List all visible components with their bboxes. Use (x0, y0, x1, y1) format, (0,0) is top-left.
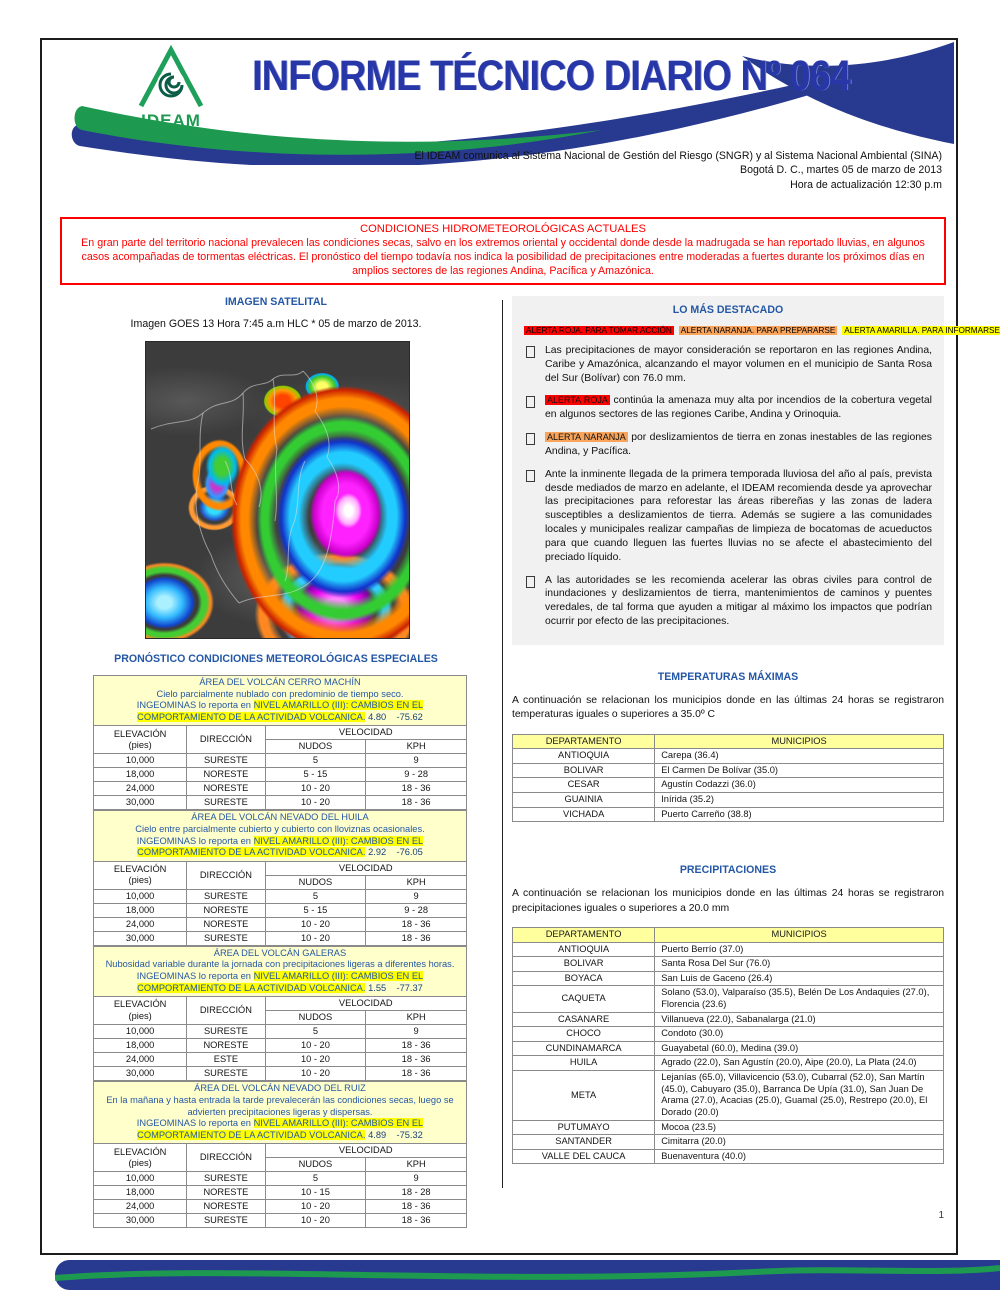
col-knots: NUDOS (265, 740, 366, 754)
wind-cell: 5 (265, 754, 366, 768)
municipios-cell: Guayabetal (60.0), Medina (39.0) (655, 1041, 944, 1056)
volcano-name: ÁREA DEL VOLCÁN GALERAS (213, 947, 347, 958)
departamento-cell: META (513, 1071, 655, 1120)
wind-cell: SURESTE (187, 1172, 265, 1186)
square-bullet-icon (526, 433, 535, 445)
wind-cell: 5 (265, 1172, 366, 1186)
alert-prefix: ALERTA NARANJA (547, 432, 626, 443)
conditions-title: CONDICIONES HIDROMETEOROLÓGICAS ACTUALES (360, 223, 646, 235)
wind-cell: 10 - 20 (265, 1214, 366, 1228)
wind-cell: 5 (265, 889, 366, 903)
wind-cell: 10 - 20 (265, 1053, 366, 1067)
volcano-tables (60, 675, 492, 1228)
right-column (512, 296, 1000, 1164)
precipitation-intro: A continuación se relacionan los municipios donde en las últimas 24 horas se registraron precipitaciones iguales o superiores a 20.0 mm (512, 888, 944, 914)
volcano-condition: Cielo entre parcialmente cubierto y cubierto con lloviznas ocasionales. (135, 824, 425, 835)
municipios-cell: Carepa (36.4) (655, 749, 944, 764)
volcano-name: ÁREA DEL VOLCÁN NEVADO DEL RUIZ (194, 1083, 366, 1094)
wind-cell: NORESTE (187, 917, 265, 931)
wind-cell: 30,000 (94, 931, 187, 945)
table-row (513, 1012, 944, 1027)
forecast-section-title: PRONÓSTICO CONDICIONES METEOROLÓGICAS ESPECIALES (114, 653, 438, 665)
volcano-table (93, 675, 467, 810)
municipios-cell: Santa Rosa Del Sur (76.0) (655, 957, 944, 972)
volcano-condition: Nubosidad variable durante la jornada con precipitaciones ligeras a diferentes horas. (105, 959, 455, 970)
conditions-body: En gran parte del territorio nacional prevalecen las condiciones secas, salvo en los extremos oriental y occidental donde desde la madrugada se han reportado lluvias, en algunos casos acompañadas de tormentas eléctricas. El pronóstico del tiempo todavía nos indica la posibilidad de precipitaciones entre moderadas a fuertes durante los próximos días en amplios sectores de las regiones Andina, Pacífica y Amazónica. (81, 237, 925, 278)
municipios-cell: Condoto (30.0) (655, 1027, 944, 1042)
departamento-cell: PUTUMAYO (513, 1120, 655, 1135)
table-row (513, 942, 944, 957)
wind-cell: 9 - 28 (366, 768, 467, 782)
wind-row (94, 917, 467, 931)
wind-row (94, 1172, 467, 1186)
volcano-alert-line: INGEOMINAS lo reporta en NIVEL AMARILLO (III): CAMBIOS EN EL COMPORTAMIENTO DE LA ACTIVIDAD VOLCANICA. 4.80 -75.62 (136, 700, 424, 722)
subheader-line2: Bogotá D. C., martes 05 de marzo de 2013 (740, 164, 942, 177)
wind-cell: 10,000 (94, 754, 187, 768)
volcano-coordinates: 2.92 -76.05 (368, 847, 423, 858)
highlight-item (524, 394, 932, 422)
volcano-alert-line: INGEOMINAS lo reporta en NIVEL AMARILLO (III): CAMBIOS EN EL COMPORTAMIENTO DE LA ACTIVIDAD VOLCANICA. 2.92 -76.05 (136, 835, 424, 858)
highlight-text: A las autoridades se les recomienda acelerar las obras civiles para control de inundaciones y deslizamientos de tierra, mantenimientos de caminos y puentes veredales, de tal forma que ayuden a mitigar al máximo los impactos que podrían ocurrir por efecto de las precipitaciones. (545, 574, 932, 628)
table-row (513, 1056, 944, 1071)
wind-cell: NORESTE (187, 1200, 265, 1214)
wind-cell: 18 - 36 (366, 1053, 467, 1067)
square-bullet-icon (526, 470, 535, 482)
wind-row (94, 782, 467, 796)
departamento-cell: BOYACA (513, 971, 655, 986)
highlights-box (512, 296, 1000, 645)
highlight-text: Las precipitaciones de mayor consideración se reportaron en las regiones Andina, Caribe y Amazónica, alcanzando el mayor volumen en el municipio de Santa Rosa del Sur (Bolívar) con 76.0 mm. (545, 345, 932, 384)
wind-cell: 9 (366, 1172, 467, 1186)
alert-level-highlight: NIVEL AMARILLO (III): CAMBIOS EN EL COMPORTAMIENTO DE LA ACTIVIDAD VOLCANICA. (137, 971, 424, 993)
col-elevation: ELEVACIÓN (pies) (94, 726, 187, 754)
volcano-coordinates: 4.80 -75.62 (368, 711, 423, 722)
col-elevation: ELEVACIÓN (pies) (94, 997, 187, 1025)
volcano-alert-line: INGEOMINAS lo reporta en NIVEL AMARILLO (III): CAMBIOS EN EL COMPORTAMIENTO DE LA ACTIVIDAD VOLCANICA. 1.55 -77.37 (136, 971, 424, 993)
square-bullet-icon (526, 396, 535, 408)
table-row (513, 1120, 944, 1135)
highlight-text: Ante la inminente llegada de la primera temporada lluviosa del año al país, prevista desde mediados de marzo en adelante, el IDEAM recomienda desde ya aprovechar las precipitaciones para reforestar las áreas ribereñas y las zonas de ladera susceptibles a deslizamientos de tierra. Además se sugiere a las comunidades locales y municipales realizar campañas de limpieza de bocatomas de acueductos para que cuando lleguen las fuertes lluvias no se afecte el abastecimiento del preciado líquido. (545, 468, 932, 563)
wind-row (94, 1025, 467, 1039)
wind-cell: SURESTE (187, 796, 265, 810)
municipios-cell: Lejanías (65.0), Villavicencio (53.0), Cubarral (52.0), San Martín (45.0), Cabuyaro (35.0), Barranca De Upía (31.0), San Juan De Arama (27.0), Acacias (25.0), Guamal (25.0), Restrepo (20.0), El Dorado (20.0) (655, 1071, 944, 1120)
col-departamento: DEPARTAMENTO (513, 734, 655, 749)
col-elevation: ELEVACIÓN (pies) (94, 861, 187, 889)
alert-legend-chip: ALERTA AMARILLA. PARA INFORMARSE (844, 326, 1000, 335)
volcano-coordinates: 4.89 -75.32 (368, 1129, 423, 1140)
wind-cell: 10 - 20 (265, 917, 366, 931)
municipios-cell: Inírida (35.2) (655, 793, 944, 808)
departamento-cell: CASANARE (513, 1012, 655, 1027)
wind-row (94, 1039, 467, 1053)
volcano-header (94, 1082, 467, 1144)
departamento-cell: VALLE DEL CAUCA (513, 1149, 655, 1164)
temperatures-title: TEMPERATURAS MÁXIMAS (657, 670, 799, 683)
wind-cell: 24,000 (94, 782, 187, 796)
wind-cell: 10 - 20 (265, 1067, 366, 1081)
volcano-table (93, 810, 467, 945)
precipitation-table (512, 927, 944, 1164)
municipios-cell: Solano (53.0), Valparaíso (35.5), Belén De Los Andaquies (27.0), Florencia (23.6) (655, 986, 944, 1012)
wind-cell: 10 - 15 (265, 1186, 366, 1200)
wind-cell: NORESTE (187, 1186, 265, 1200)
departamento-cell: BOLIVAR (513, 763, 655, 778)
table-row (513, 763, 944, 778)
col-speed: VELOCIDAD (265, 861, 466, 875)
wind-cell: 18,000 (94, 768, 187, 782)
departamento-cell: ANTIOQUIA (513, 749, 655, 764)
col-knots: NUDOS (265, 1011, 366, 1025)
alert-level-highlight: NIVEL AMARILLO (III): CAMBIOS EN EL COMPORTAMIENTO DE LA ACTIVIDAD VOLCANICA. (137, 700, 424, 722)
current-conditions-box (60, 217, 946, 285)
wind-cell: 10 - 20 (265, 1039, 366, 1053)
square-bullet-icon (526, 576, 535, 588)
departamento-cell: BOLIVAR (513, 957, 655, 972)
col-departamento: DEPARTAMENTO (513, 928, 655, 943)
table-row (513, 986, 944, 1012)
left-column (60, 296, 492, 1228)
alert-legend-row (524, 326, 1000, 335)
municipios-cell: Agrado (22.0), San Agustín (20.0), Aipe (20.0), La Plata (24.0) (655, 1056, 944, 1071)
temperatures-table (512, 734, 944, 823)
wind-cell: 24,000 (94, 1053, 187, 1067)
wind-cell: 18 - 36 (366, 1067, 467, 1081)
wind-row (94, 1053, 467, 1067)
municipios-cell: Puerto Berrío (37.0) (655, 942, 944, 957)
wind-cell: 24,000 (94, 1200, 187, 1214)
wind-cell: 9 - 28 (366, 903, 467, 917)
wind-cell: 18,000 (94, 1186, 187, 1200)
wind-cell: 10 - 20 (265, 1200, 366, 1214)
wind-cell: 10,000 (94, 1172, 187, 1186)
wind-cell: 10 - 20 (265, 931, 366, 945)
wind-row (94, 1067, 467, 1081)
municipios-cell: San Luis de Gaceno (26.4) (655, 971, 944, 986)
departamento-cell: GUAINIA (513, 793, 655, 808)
wind-cell: NORESTE (187, 782, 265, 796)
volcano-header (94, 676, 467, 726)
volcano-condition: En la mañana y hasta entrada la tarde prevalecerán las condiciones secas, luego se advierten precipitaciones ligeras y dispersas. (106, 1094, 454, 1117)
satellite-section-title: IMAGEN SATELITAL (224, 296, 327, 308)
volcano-table (93, 946, 467, 1081)
col-knots: NUDOS (265, 1158, 366, 1172)
volcano-name: ÁREA DEL VOLCÁN CERRO MACHÍN (199, 677, 361, 687)
col-speed: VELOCIDAD (265, 997, 466, 1011)
table-row (513, 1135, 944, 1150)
country-borders-overlay (145, 341, 408, 637)
wind-cell: 18 - 36 (366, 782, 467, 796)
alert-level-highlight: NIVEL AMARILLO (III): CAMBIOS EN EL COMPORTAMIENTO DE LA ACTIVIDAD VOLCANICA. (137, 1118, 424, 1140)
col-speed: VELOCIDAD (265, 726, 466, 740)
wind-row (94, 1214, 467, 1228)
col-municipios: MUNICIPIOS (655, 734, 944, 749)
goes-satellite-image (145, 341, 410, 639)
table-row (513, 778, 944, 793)
table-row (513, 957, 944, 972)
highlight-item (524, 344, 932, 385)
footer-wave-graphic (55, 1260, 1000, 1290)
wind-cell: 10,000 (94, 889, 187, 903)
wind-cell: 9 (366, 1025, 467, 1039)
highlight-item (524, 574, 932, 629)
table-row (513, 971, 944, 986)
wind-cell: 18 - 36 (366, 1039, 467, 1053)
page-number: 1 (938, 1210, 944, 1221)
wind-cell: 30,000 (94, 1214, 187, 1228)
volcano-header (94, 811, 467, 861)
square-bullet-icon (526, 346, 535, 358)
temperatures-intro: A continuación se relacionan los municipios donde en las últimas 24 horas se registraron temperaturas iguales o superiores a 35.0º C (512, 694, 944, 721)
wind-cell: SURESTE (187, 889, 265, 903)
wind-cell: SURESTE (187, 931, 265, 945)
volcano-table (93, 1081, 467, 1228)
volcano-alert-line: INGEOMINAS lo reporta en NIVEL AMARILLO (III): CAMBIOS EN EL COMPORTAMIENTO DE LA ACTIVIDAD VOLCANICA. 4.89 -75.32 (136, 1118, 424, 1140)
ideam-logo-text: IDEAM (141, 111, 201, 130)
ideam-logo-mark (125, 44, 217, 110)
subheader-line1: El IDEAM comunica al Sistema Nacional de Gestión del Riesgo (SNGR) y al Sistema Nacional Ambiental (SINA) (414, 150, 942, 162)
col-elevation: ELEVACIÓN (pies) (94, 1144, 187, 1172)
alert-level-highlight: NIVEL AMARILLO (III): CAMBIOS EN EL COMPORTAMIENTO DE LA ACTIVIDAD VOLCANICA. (137, 835, 424, 858)
alert-legend-chip: ALERTA ROJA. PARA TOMAR ACCIÓN (526, 326, 672, 335)
col-knots: NUDOS (265, 875, 366, 889)
wind-cell: 18 - 36 (366, 796, 467, 810)
wind-cell: SURESTE (187, 1025, 265, 1039)
wind-row (94, 796, 467, 810)
report-subheader (400, 149, 942, 192)
wind-cell: 18 - 36 (366, 931, 467, 945)
highlight-item (524, 431, 932, 459)
alert-prefix: ALERTA ROJA (547, 395, 608, 406)
col-speed: VELOCIDAD (265, 1144, 466, 1158)
departamento-cell: CAQUETA (513, 986, 655, 1012)
wind-cell: 5 - 15 (265, 768, 366, 782)
wind-cell: 18,000 (94, 1039, 187, 1053)
departamento-cell: SANTANDER (513, 1135, 655, 1150)
satellite-caption: Imagen GOES 13 Hora 7:45 a.m HLC * 05 de marzo de 2013. (130, 318, 422, 330)
col-kph: KPH (366, 1158, 467, 1172)
wind-cell: SURESTE (187, 1067, 265, 1081)
subheader-line3: Hora de actualización 12:30 p.m (790, 178, 942, 191)
report-title: INFORME TÉCNICO DIARIO Nº 064 (252, 52, 851, 100)
wind-cell: 18 - 36 (366, 1214, 467, 1228)
departamento-cell: CESAR (513, 778, 655, 793)
col-municipios: MUNICIPIOS (655, 928, 944, 943)
volcano-header (94, 946, 467, 996)
table-row (513, 1041, 944, 1056)
precipitation-title: PRECIPITACIONES (679, 864, 777, 877)
table-row (513, 1149, 944, 1164)
departamento-cell: VICHADA (513, 807, 655, 822)
wind-row (94, 1186, 467, 1200)
table-row (513, 1027, 944, 1042)
alert-legend-chip: ALERTA NARANJA. PARA PREPARARSE (680, 326, 836, 335)
col-direction: DIRECCIÓN (187, 1144, 265, 1172)
wind-cell: NORESTE (187, 1039, 265, 1053)
municipios-cell: Mocoa (23.5) (655, 1120, 944, 1135)
wind-cell: 30,000 (94, 1067, 187, 1081)
column-divider (502, 300, 503, 1188)
highlights-title: LO MÁS DESTACADO (672, 304, 784, 316)
ideam-logo (106, 44, 236, 131)
col-kph: KPH (366, 875, 467, 889)
wind-row (94, 889, 467, 903)
wind-cell: 18 - 36 (366, 1200, 467, 1214)
wind-cell: NORESTE (187, 903, 265, 917)
wind-cell: 9 (366, 754, 467, 768)
wind-cell: 10 - 20 (265, 796, 366, 810)
volcano-condition: Cielo parcialmente nublado con predominio de tiempo seco. (156, 688, 404, 699)
volcano-name: ÁREA DEL VOLCÁN NEVADO DEL HUILA (191, 812, 369, 823)
col-kph: KPH (366, 740, 467, 754)
highlight-text: ALERTA NARANJA por deslizamientos de tierra en zonas inestables de las regiones Andina, y Pacífica. (545, 432, 932, 457)
highlight-text: ALERTA ROJA continúa la amenaza muy alta por incendios de la cobertura vegetal en algunos sectores de las regiones Caribe, Andina y Orinoquia. (545, 395, 932, 421)
wind-row (94, 754, 467, 768)
wind-row (94, 768, 467, 782)
wind-cell: 10 - 20 (265, 782, 366, 796)
wind-cell: NORESTE (187, 768, 265, 782)
municipios-cell: Villanueva (22.0), Sabanalarga (21.0) (655, 1012, 944, 1027)
wind-row (94, 931, 467, 945)
highlight-item (524, 468, 932, 565)
municipios-cell: El Carmen De Bolívar (35.0) (655, 763, 944, 778)
municipios-cell: Cimitarra (20.0) (655, 1135, 944, 1150)
wind-row (94, 1200, 467, 1214)
wind-cell: 5 (265, 1025, 366, 1039)
municipios-cell: Agustín Codazzi (36.0) (655, 778, 944, 793)
col-direction: DIRECCIÓN (187, 997, 265, 1025)
wind-cell: 18,000 (94, 903, 187, 917)
departamento-cell: CHOCO (513, 1027, 655, 1042)
departamento-cell: ANTIOQUIA (513, 942, 655, 957)
table-row (513, 807, 944, 822)
wind-cell: 5 - 15 (265, 903, 366, 917)
table-row (513, 1071, 944, 1120)
col-kph: KPH (366, 1011, 467, 1025)
departamento-cell: CUNDINAMARCA (513, 1041, 655, 1056)
departamento-cell: HUILA (513, 1056, 655, 1071)
wind-row (94, 903, 467, 917)
wind-cell: 10,000 (94, 1025, 187, 1039)
col-direction: DIRECCIÓN (187, 861, 265, 889)
volcano-coordinates: 1.55 -77.37 (368, 982, 423, 993)
wind-cell: 18 - 36 (366, 917, 467, 931)
wind-cell: 30,000 (94, 796, 187, 810)
wind-cell: ESTE (187, 1053, 265, 1067)
wind-cell: 9 (366, 889, 467, 903)
table-row (513, 793, 944, 808)
wind-cell: SURESTE (187, 754, 265, 768)
wind-cell: 18 - 28 (366, 1186, 467, 1200)
table-row (513, 749, 944, 764)
wind-cell: 24,000 (94, 917, 187, 931)
wind-cell: SURESTE (187, 1214, 265, 1228)
highlights-list (524, 344, 932, 629)
municipios-cell: Puerto Carreño (38.8) (655, 807, 944, 822)
municipios-cell: Buenaventura (40.0) (655, 1149, 944, 1164)
satellite-image-wrap (145, 341, 408, 639)
col-direction: DIRECCIÓN (187, 726, 265, 754)
